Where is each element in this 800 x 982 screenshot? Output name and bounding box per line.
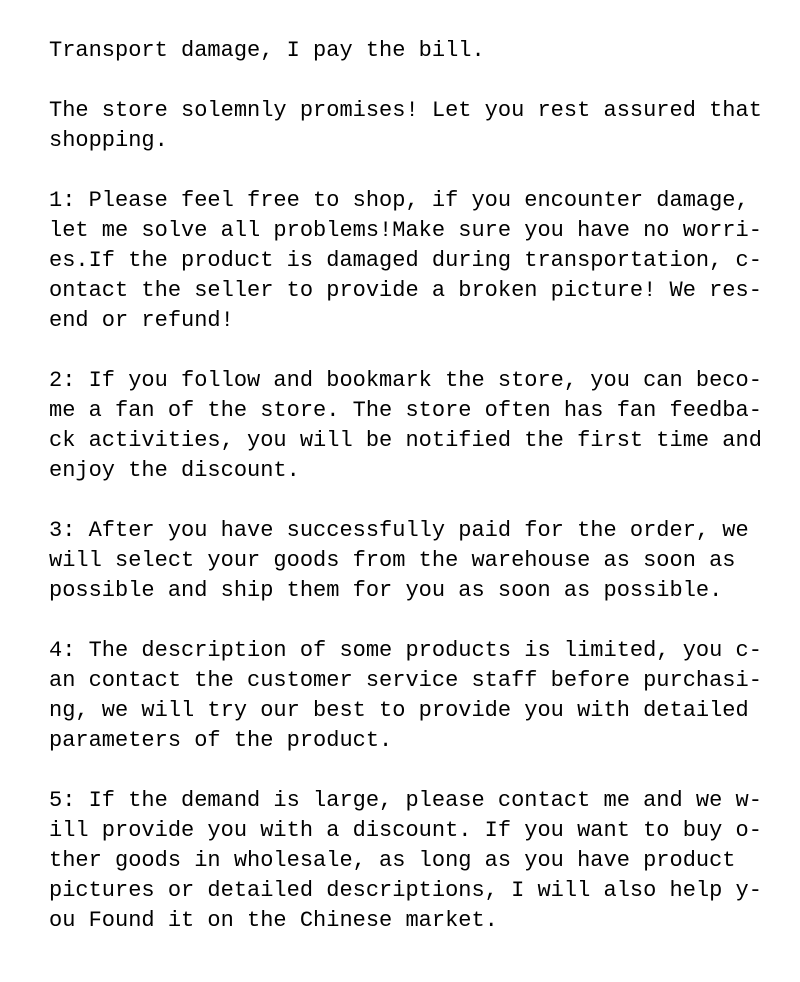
text-line: es.If the product is damaged during transportation, c-: [49, 248, 762, 273]
text-line: possible and ship them for you as soon as possible.: [49, 578, 723, 603]
text-line: 2: If you follow and bookmark the store, you can beco-: [49, 368, 762, 393]
paragraph-item-4: [49, 636, 779, 756]
store-policy-document: [49, 36, 779, 966]
paragraph-item-1: [49, 186, 779, 336]
text-line: enjoy the discount.: [49, 458, 300, 483]
paragraph-item-5: [49, 786, 779, 936]
text-line: ou Found it on the Chinese market.: [49, 908, 498, 933]
text-line: end or refund!: [49, 308, 234, 333]
text-line: shopping.: [49, 128, 168, 153]
text-line: ther goods in wholesale, as long as you have product: [49, 848, 736, 873]
text-line: ill provide you with a discount. If you want to buy o-: [49, 818, 762, 843]
text-line: ontact the seller to provide a broken picture! We res-: [49, 278, 762, 303]
text-line: will select your goods from the warehouse as soon as: [49, 548, 736, 573]
text-line: 5: If the demand is large, please contact me and we w-: [49, 788, 762, 813]
text-line: pictures or detailed descriptions, I will also help y-: [49, 878, 762, 903]
paragraph-transport-damage: [49, 36, 779, 66]
text-line: 3: After you have successfully paid for the order, we: [49, 518, 749, 543]
text-line: 1: Please feel free to shop, if you encounter damage,: [49, 188, 749, 213]
text-line: ng, we will try our best to provide you with detailed: [49, 698, 749, 723]
text-line: The store solemnly promises! Let you rest assured that: [49, 98, 762, 123]
text-line: ck activities, you will be notified the first time and: [49, 428, 762, 453]
text-line: me a fan of the store. The store often has fan feedba-: [49, 398, 762, 423]
text-line: an contact the customer service staff before purchasi-: [49, 668, 762, 693]
text-line: 4: The description of some products is limited, you c-: [49, 638, 762, 663]
paragraph-item-3: [49, 516, 779, 606]
paragraph-item-2: [49, 366, 779, 486]
text-line: let me solve all problems!Make sure you have no worri-: [49, 218, 762, 243]
paragraph-store-promise: [49, 96, 779, 156]
text-line: Transport damage, I pay the bill.: [49, 38, 485, 63]
text-line: parameters of the product.: [49, 728, 393, 753]
